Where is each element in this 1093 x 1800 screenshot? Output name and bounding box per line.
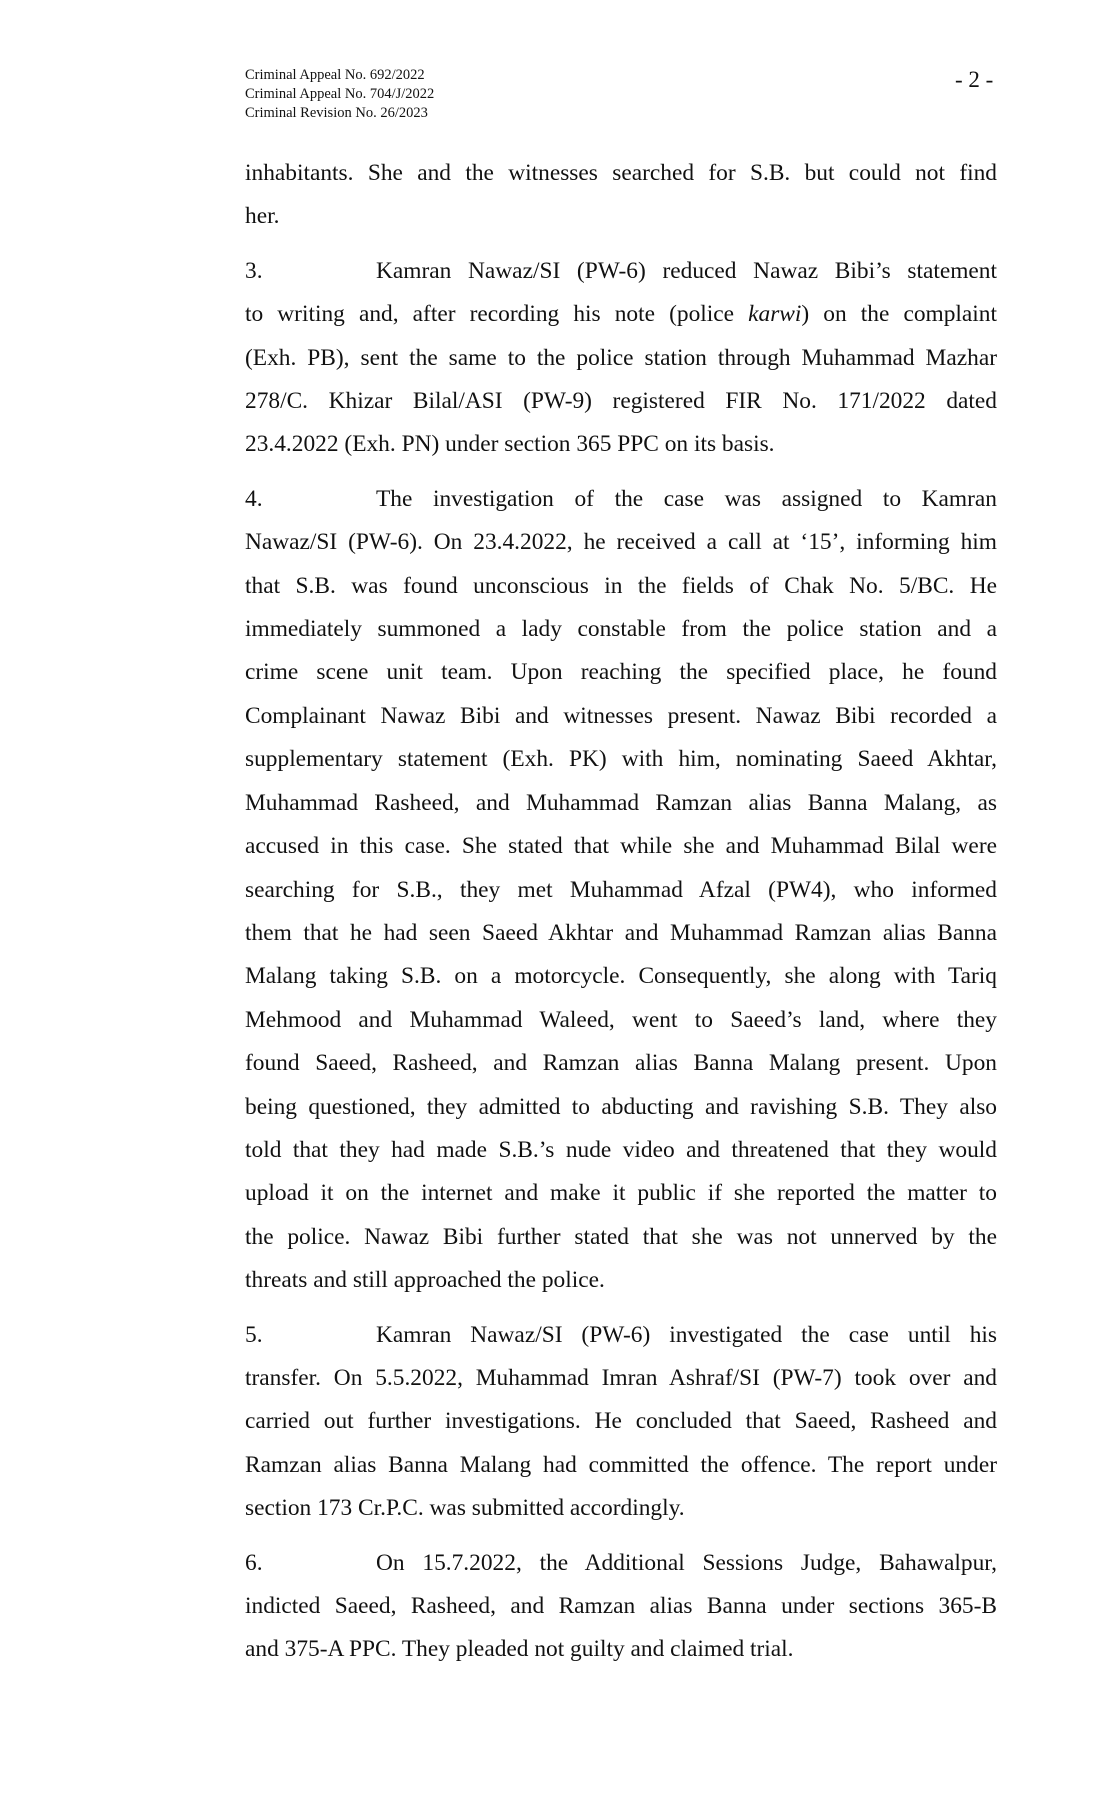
paragraph-number: 6. <box>245 1549 263 1576</box>
text-line: upload it on the internet and make it public if she reported the matter to <box>245 1180 997 1207</box>
text-line: Nawaz/SI (PW-6). On 23.4.2022, he received a call at ‘15’, informing him <box>245 529 997 556</box>
text-line: being questioned, they admitted to abducting and ravishing S.B. They also <box>245 1093 997 1120</box>
text-line <box>245 1542 997 1585</box>
text-line: 23.4.2022 (Exh. PN) under section 365 PPC on its basis. <box>245 431 775 458</box>
document-body <box>245 152 997 1672</box>
text-line: told that they had made S.B.’s nude video and threatened that they would <box>245 1136 997 1163</box>
text-line: indicted Saeed, Rasheed, and Ramzan alias Banna under sections 365-B <box>245 1593 997 1619</box>
text-line: section 173 Cr.P.C. was submitted accordingly. <box>245 1495 685 1522</box>
text-line: inhabitants. She and the witnesses searched for S.B. but could not find <box>245 160 997 186</box>
text-line: searching for S.B., they met Muhammad Afzal (PW4), who informed <box>245 876 997 903</box>
text-line: Complainant Nawaz Bibi and witnesses present. Nawaz Bibi recorded a <box>245 702 997 729</box>
text-line: her. <box>245 203 280 230</box>
text-line: accused in this case. She stated that while she and Muhammad Bilal were <box>245 833 997 860</box>
paragraph-number: 4. <box>245 485 263 512</box>
paragraph <box>245 250 997 467</box>
text-line: immediately summoned a lady constable from the police station and a <box>245 616 997 643</box>
case-header <box>245 66 434 123</box>
text-line: crime scene unit team. Upon reaching the specified place, he found <box>245 659 997 686</box>
text-line: Ramzan alias Banna Malang had committed the offence. The report under <box>245 1451 997 1478</box>
text-line-content: Kamran Nawaz/SI (PW-6) reduced Nawaz Bibi’s statement <box>376 257 997 284</box>
case-line: Criminal Revision No. 26/2023 <box>245 105 428 121</box>
text-line: that S.B. was found unconscious in the fields of Chak No. 5/BC. He <box>245 572 997 599</box>
page-number: - 2 - <box>955 67 994 92</box>
text-line-content: The investigation of the case was assigned to Kamran <box>376 485 997 512</box>
text-line <box>245 1314 997 1357</box>
italic-term: karwi <box>748 301 802 328</box>
text-line: transfer. On 5.5.2022, Muhammad Imran Ashraf/SI (PW-7) took over and <box>245 1364 997 1391</box>
text-line: carried out further investigations. He concluded that Saeed, Rasheed and <box>245 1408 997 1435</box>
text-line: 278/C. Khizar Bilal/ASI (PW-9) registered FIR No. 171/2022 dated <box>245 388 997 415</box>
text-line <box>245 478 997 521</box>
paragraph <box>245 1314 997 1531</box>
text-line <box>245 250 997 293</box>
text-line: found Saeed, Rasheed, and Ramzan alias Banna Malang present. Upon <box>245 1050 997 1077</box>
text-line: supplementary statement (Exh. PK) with him, nominating Saeed Akhtar, <box>245 746 997 773</box>
text-line: the police. Nawaz Bibi further stated that she was not unnerved by the <box>245 1223 997 1250</box>
text-line: Mehmood and Muhammad Waleed, went to Saeed’s land, where they <box>245 1006 997 1033</box>
text-line: Muhammad Rasheed, and Muhammad Ramzan alias Banna Malang, as <box>245 789 997 816</box>
paragraph <box>245 478 997 1303</box>
paragraph <box>245 1542 997 1672</box>
case-line: Criminal Appeal No. 692/2022 <box>245 67 425 83</box>
text-line: Malang taking S.B. on a motorcycle. Consequently, she along with Tariq <box>245 963 997 990</box>
text-line-content: On 15.7.2022, the Additional Sessions Judge, Bahawalpur, <box>376 1549 997 1576</box>
text-line: and 375-A PPC. They pleaded not guilty and claimed trial. <box>245 1636 794 1663</box>
text-line: threats and still approached the police. <box>245 1267 605 1294</box>
text-line: (Exh. PB), sent the same to the police station through Muhammad Mazhar <box>245 344 997 371</box>
paragraph <box>245 152 997 239</box>
text-line: them that he had seen Saeed Akhtar and Muhammad Ramzan alias Banna <box>245 919 997 946</box>
case-line: Criminal Appeal No. 704/J/2022 <box>245 86 435 102</box>
text-line: to writing and, after recording his note (police karwi) on the complaint <box>245 301 997 328</box>
text-line-content: Kamran Nawaz/SI (PW-6) investigated the case until his <box>376 1321 997 1348</box>
paragraph-number: 3. <box>245 257 263 284</box>
paragraph-number: 5. <box>245 1321 263 1348</box>
